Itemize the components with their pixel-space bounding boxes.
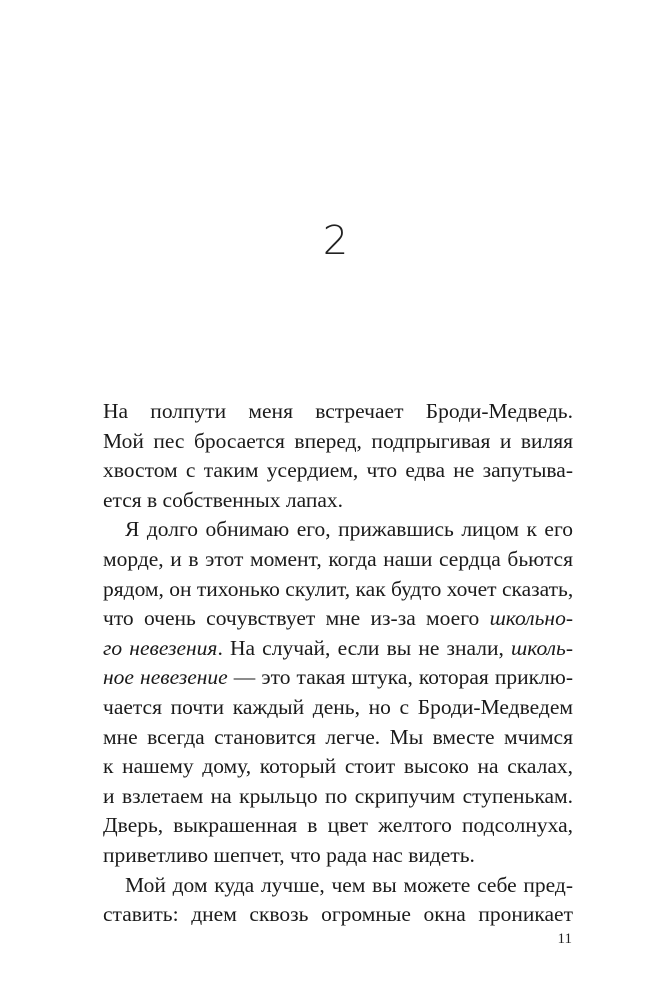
text-line bbox=[103, 486, 573, 516]
text-segment: Я долго обнимаю его, прижавшись лицом к его bbox=[125, 517, 573, 542]
italic-text: ное невезение bbox=[103, 665, 228, 690]
text-line bbox=[103, 427, 573, 457]
page-number: 11 bbox=[557, 931, 572, 947]
text-line bbox=[103, 723, 573, 753]
text-segment: мне всегда становится легче. Мы вместе мчимся bbox=[103, 724, 573, 749]
text-segment: На полпути меня встречает Броди-Медведь. bbox=[103, 399, 573, 423]
text-segment: хвостом с таким усердием, что едва не запутыва- bbox=[103, 458, 573, 483]
text-line bbox=[103, 604, 573, 634]
text-line bbox=[103, 693, 573, 723]
text-segment: Мой дом куда лучше, чем вы можете себе пред- bbox=[125, 872, 573, 897]
text-line bbox=[103, 397, 573, 427]
text-segment: что очень сочувствует мне из-за моего bbox=[103, 606, 490, 631]
italic-text: школьно- bbox=[489, 606, 573, 631]
text-line bbox=[103, 456, 573, 486]
body-text bbox=[103, 397, 573, 930]
text-line bbox=[103, 782, 573, 812]
text-segment: морде, и в этот момент, когда наши сердца бьются bbox=[103, 546, 573, 571]
text-segment: Дверь, выкрашенная в цвет желтого подсолнуха, bbox=[103, 813, 573, 838]
text-segment: рядом, он тихонько скулит, как будто хочет сказать, bbox=[103, 576, 574, 601]
text-segment: ставить: днем сквозь огромные окна проникает bbox=[103, 902, 573, 927]
text-segment: и взлетаем на крыльцо по скрипучим ступенькам. bbox=[103, 783, 573, 808]
text-segment: приветливо шепчет, что рада нас видеть. bbox=[103, 842, 475, 867]
italic-text: го невезения bbox=[103, 635, 218, 660]
text-line bbox=[103, 871, 573, 901]
text-line bbox=[103, 752, 573, 782]
text-segment: . На случай, если вы не знали, bbox=[217, 635, 511, 660]
text-segment: к нашему дому, который стоит высоко на скалах, bbox=[103, 754, 573, 779]
text-segment: Мой пес бросается вперед, подпрыгивая и виляя bbox=[103, 428, 573, 453]
text-line bbox=[103, 515, 573, 545]
text-line bbox=[103, 634, 573, 664]
text-segment: — это такая штука, которая приклю- bbox=[227, 665, 573, 690]
text-line bbox=[103, 900, 573, 930]
italic-text: школь- bbox=[511, 635, 574, 660]
text-line bbox=[103, 811, 573, 841]
chapter-number: 2 bbox=[322, 218, 349, 264]
text-line bbox=[103, 841, 573, 871]
text-line bbox=[103, 545, 573, 575]
text-segment: чается почти каждый день, но с Броди-Медведем bbox=[103, 694, 573, 719]
text-line bbox=[103, 575, 573, 605]
text-line bbox=[103, 663, 573, 693]
text-segment: ется в собственных лапах. bbox=[103, 487, 344, 512]
